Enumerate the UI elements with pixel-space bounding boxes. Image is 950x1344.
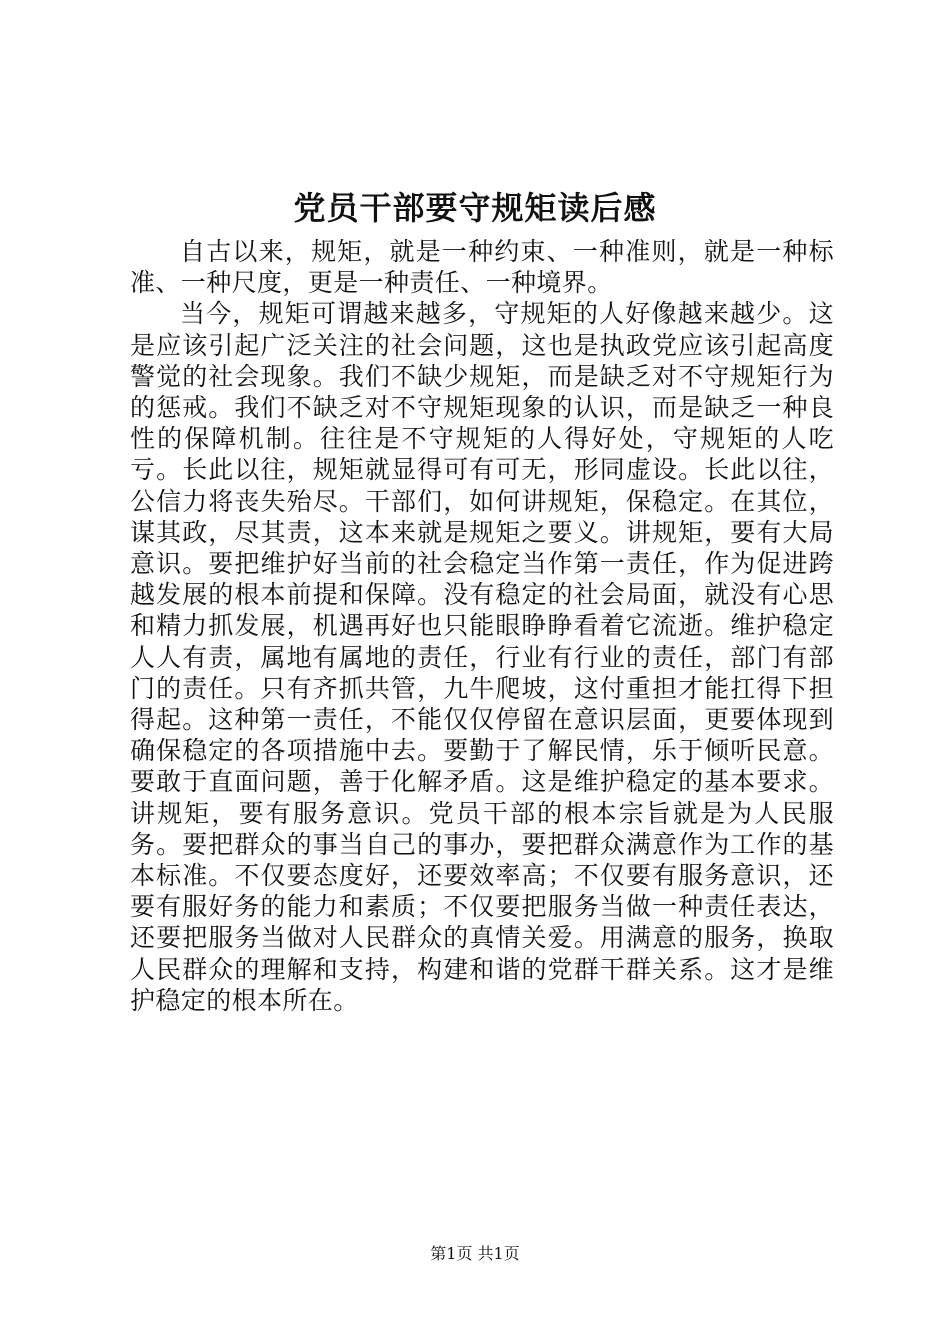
document-body — [130, 236, 834, 1016]
paragraph-intro: 自古以来，规矩，就是一种约束、一种准则，就是一种标准、一种尺度，更是一种责任、一种境界。 — [130, 237, 834, 298]
paragraph-main: 当今，规矩可谓越来越多，守规矩的人好像越来越少。这是应该引起广泛关注的社会问题，这也是执政党应该引起高度警觉的社会现象。我们不缺少规矩，而是缺乏对不守规矩行为的惩戒。我们不缺乏对不守规矩现象的认识，而是缺乏一种良性的保障机制。往往是不守规矩的人得好处，守规矩的人吃亏。长此以往，规矩就显得可有可无，形同虚设。长此以往，公信力将丧失殆尽。干部们，如何讲规矩，保稳定。在其位，谋其政，尽其责，这本来就是规矩之要义。讲规矩，要有大局意识。要把维护好当前的社会稳定当作第一责任，作为促进跨越发展的根本前提和保障。没有稳定的社会局面，就没有心思和精力抓发展，机遇再好也只能眼睁睁看着它流逝。维护稳定人人有责，属地有属地的责任，行业有行业的责任，部门有部门的责任。只有齐抓共管，九牛爬坡，这付重担才能扛得下担得起。这种第一责任，不能仅仅停留在意识层面，更要体现到确保稳定的各项措施中去。要勤于了解民情，乐于倾听民意。要敢于直面问题，善于化解矛盾。这是维护稳定的基本要求。讲规矩，要有服务意识。党员干部的根本宗旨就是为人民服务。要把群众的事当自己的事办，要把群众满意作为工作的基本标准。不仅要态度好，还要效率高；不仅要有服务意识，还要有服好务的能力和素质；不仅要把服务当做一种责任表达，还要把服务当做对人民群众的真情关爱。用满意的服务，换取人民群众的理解和支持，构建和谐的党群干群关系。这才是维护稳定的根本所在。 — [130, 299, 834, 1015]
document-title: 党员干部要守规矩读后感 — [293, 189, 657, 227]
page-number-footer: 第1页 共1页 — [430, 1244, 520, 1263]
